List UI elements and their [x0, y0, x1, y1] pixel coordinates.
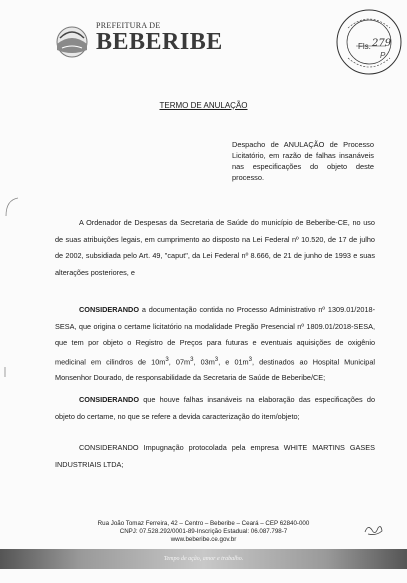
despacho-summary: Despacho de ANULAÇÃO de Processo Licitatório, em razão de falhas insanáveis nas especificações do objeto deste processo.: [232, 140, 374, 183]
paragraph-considerando-1: [55, 302, 375, 387]
logo-big-text: BEBERIBE: [96, 29, 223, 55]
paragraph-text: , 03m: [193, 356, 215, 366]
stamp-initial: P: [380, 51, 386, 60]
superscript: 3: [248, 355, 253, 363]
paragraph-considerando-2: [55, 392, 375, 425]
stamp-page-number: 279: [372, 38, 392, 49]
considerando-label: CONSIDERANDO: [79, 395, 139, 404]
paragraph-considerando-3: [55, 440, 375, 473]
prefeitura-logo: [52, 18, 223, 64]
considerando-label: CONSIDERANDO: [79, 305, 139, 314]
footer-slogan: Tempo de ação, amor e trabalho.: [163, 556, 244, 562]
paragraph-text: , 07m: [168, 356, 191, 366]
paragraph-ordenador-text: A Ordenador de Despesas da Secretaria de Saúde do município de Beberibe-CE, no uso de suas atribuições legais, em cumprimento ao disposto na Lei Federal nº 10.520, de 17 de julho de 2002, subsidiada pelo Art. 49, "caput", da Lei Federal nº 8.666, de 21 de junho de 1993 e suas alterações posteriores, e: [55, 218, 375, 277]
paragraph-text: que houve falhas insanáveis na elaboração das especificações do objeto do certame, no que se refere a devida caracterização do item/objeto;: [55, 395, 375, 421]
superscript: 3: [165, 355, 169, 363]
stamp-fls-label: Fls.: [358, 42, 371, 51]
logo-small-text: PREFEITURA DE: [96, 21, 161, 30]
sun-emblem-icon: [52, 20, 92, 60]
considerando-label: CONSIDERANDO: [79, 443, 139, 452]
document-title: TERMO DE ANULAÇÃO: [159, 101, 248, 110]
footer-address: [0, 520, 407, 544]
paragraph-text: , e 01m: [218, 356, 249, 366]
footer-address-line: Rua João Tomaz Ferreira, 42 – Centro – Beberibe – Ceará – CEP 62840-000: [97, 520, 310, 527]
margin-punch-mark: [4, 196, 20, 218]
margin-tick-mark: [2, 367, 8, 377]
footer-cnpj-line: CNPJ: 07.528.292/0001-89-Inscrição Estadual: 06.087.798-7: [119, 528, 288, 535]
paragraph-text: a documentação contida no Processo Administrativo nº 1309.01/2018-SESA, que origina o certame licitatório na modalidade Pregão Presencial nº 1809.01/2018-SESA, que tem por objeto o Registro de Preços para futuras e eventuais aquisições de oxigênio medicinal em cilindros de 10m: [55, 305, 375, 366]
paragraph-text: , destinados ao Hospital Municipal Monsenhor Dourado, de responsabilidade da Secretaria de Saúde de Beberibe/CE;: [55, 356, 375, 383]
signature-initials: [362, 522, 384, 538]
paragraph-ordenador: [55, 215, 375, 281]
footer-website: www.beberibe.ce.gov.br: [170, 536, 237, 543]
paragraph-text: Impugnação protocolada pela empresa WHITE MARTINS GASES INDUSTRIAIS LTDA;: [55, 443, 375, 469]
superscript: 3: [190, 355, 194, 363]
superscript: 3: [214, 355, 219, 363]
